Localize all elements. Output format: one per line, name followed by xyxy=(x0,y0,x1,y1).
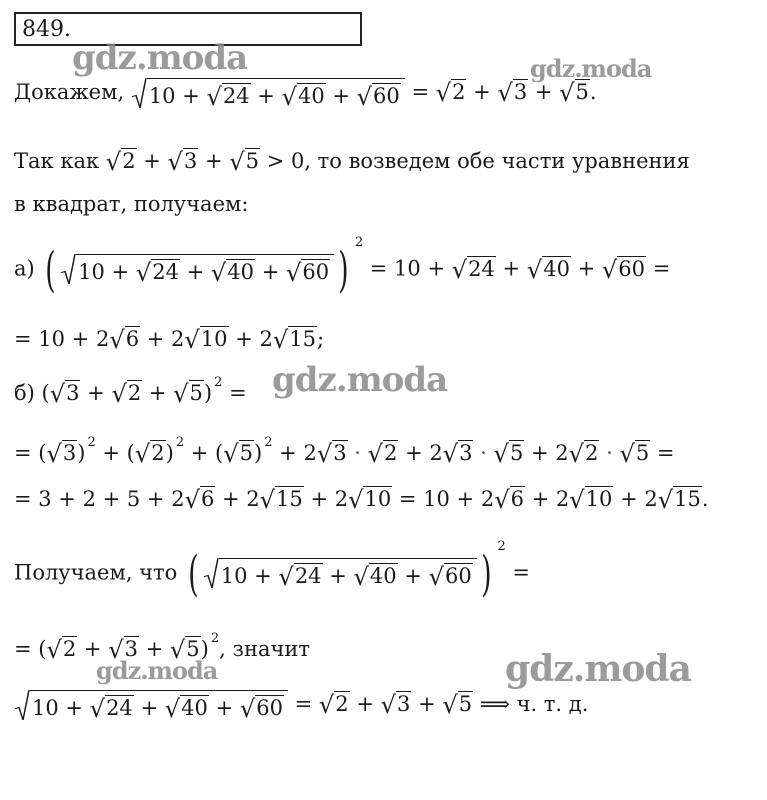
step-a-line: а) ( 10 + √24 + √40 + √60 ) $^2$ = 10 + √24 + √40 + √60 = xyxy=(14,234,671,298)
final-line: 10 + √24 + √40 + √60 = √2 + √3 + √5 ⟹ ч. т. д. xyxy=(14,690,588,721)
math-line: = (√3) $^2$ + (√2) $^2$ + (√5) $^2$ + 2√3 · √2 + 2√3 · √5 + 2√2 · √5 = xyxy=(14,435,675,468)
text-fragment: , значит xyxy=(219,637,310,661)
text-line: в квадрат, получаем: xyxy=(14,192,249,216)
watermark: gdz.moda xyxy=(505,648,691,690)
statement-line: Докажем, 10 + √24 + √40 + √60 = √2 + √3 + √5. xyxy=(14,79,597,111)
text-fragment: Получаем, что xyxy=(14,560,178,585)
conclusion-line: Получаем, что ( 10 + √24 + √40 + √60 ) $^2$ = xyxy=(14,538,530,602)
text-line: Так как √2 + √3 + √5 > 0, то возведем обе части уравнения xyxy=(14,148,690,176)
math-line: = 10 + 2√6 + 2√10 + 2√15; xyxy=(14,326,325,354)
text-fragment: , то возведем обе части уравнения xyxy=(304,149,690,173)
watermark: gdz.moda xyxy=(272,360,448,400)
qed-text: ⟹ ч. т. д. xyxy=(479,692,589,717)
math-line: = 3 + 2 + 5 + 2√6 + 2√15 + 2√10 = 10 + 2√6 + 2√10 + 2√15. xyxy=(14,486,709,514)
step-label: а) xyxy=(14,256,35,281)
intro-word: Докажем, xyxy=(14,80,125,105)
text-fragment: Так как xyxy=(14,149,100,173)
big-radical: 10 + √24 + √40 + √60 xyxy=(131,78,405,109)
watermark: gdz.moda xyxy=(530,54,652,83)
math-line: = (√2 + √3 + √5) $^2$, значит xyxy=(14,631,310,664)
watermark: gdz.moda xyxy=(72,38,248,78)
watermark: gdz.moda xyxy=(96,656,218,685)
step-label: б) xyxy=(14,381,35,405)
step-b-line: б) (√3 + √2 + √5) $^2$ = xyxy=(14,375,247,408)
problem-number: 849. xyxy=(14,12,362,46)
